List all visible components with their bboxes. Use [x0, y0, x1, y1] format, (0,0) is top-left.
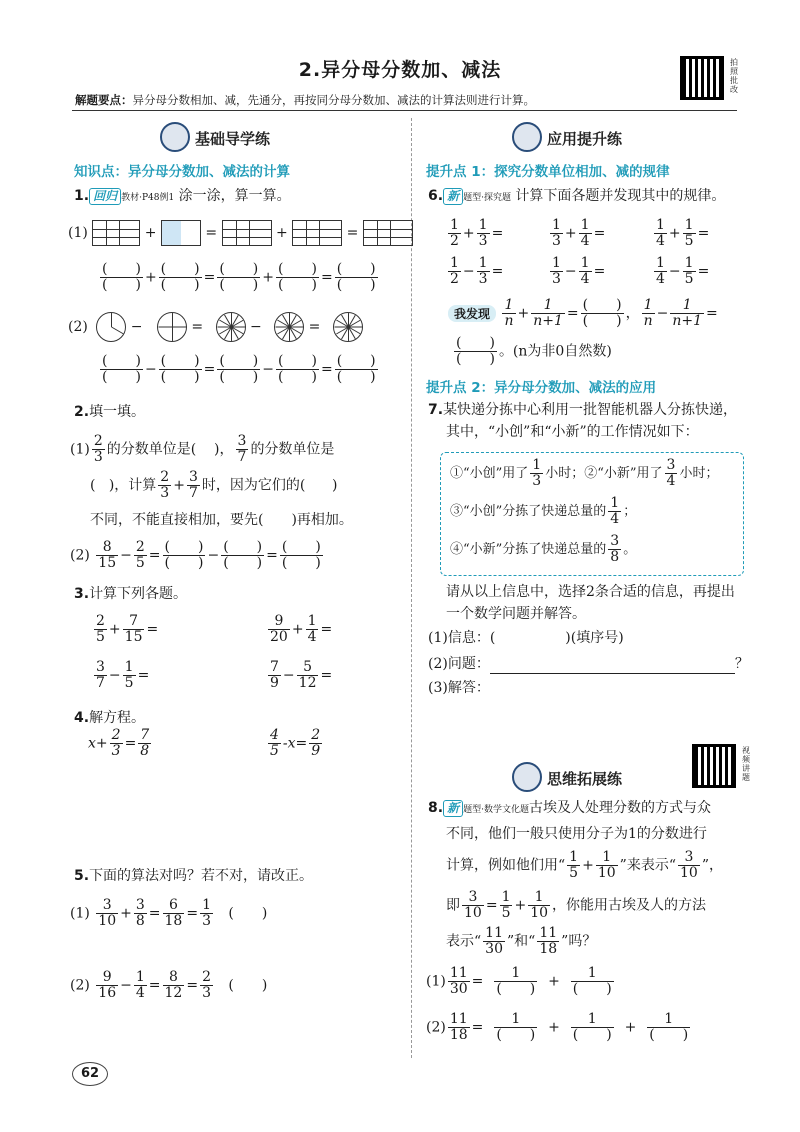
mascot-icon [512, 122, 542, 152]
q2-stem: 2.填一填。 [74, 404, 146, 420]
q6-discover: 我发现 $\frac{1}{n}$ + $\frac{1}{n+1}$ = $\frac{( )}{( )}$ ， $\frac{1}{n}$ − $\frac{1}{n+1}$ = [448, 298, 718, 329]
q1-part1: (1) + = + = [68, 220, 413, 246]
q8-b: (2) $\frac{11}{18}$ = $\frac{1}{( )}$ + $\frac{1}{( )}$ + $\frac{1}{( )}$ [426, 1011, 689, 1043]
q5-b: (2) $\frac{9}{16}$ − $\frac{1}{4}$ = $\frac{8}{12}$ = $\frac{2}{3}$ ( ) [70, 969, 268, 1001]
q2-line3: 不同，不能直接相加，要先( )再相加。 [90, 512, 353, 528]
section-extend: 思维拓展练 [547, 770, 623, 788]
q3-a: $\frac{2}{5}$ + $\frac{7}{15}$ = [96, 613, 159, 645]
q7-line1: 7.某快递分拣中心利用一批智能机器人分拣快递， [428, 402, 738, 418]
knowledge-point: 知识点：异分母分数加、减法的计算 [74, 164, 290, 180]
info-3: ③“小创”分拣了快递总量的 $\frac{1}{4}$ ； [450, 495, 637, 527]
column-divider [411, 118, 412, 1058]
q6-r5: $\frac{1}{3}$ − $\frac{1}{4}$ = [552, 255, 606, 287]
q8-line1: 8. 新 题型·数学文化题古埃及人处理分数的方式与众 [428, 800, 711, 816]
q6-r2: $\frac{1}{3}$ + $\frac{1}{4}$ = [552, 217, 606, 249]
q7-ask1: 请从以上信息中，选择2条合适的信息，再提出 [446, 584, 735, 600]
q8-line2: 不同，他们一般只使用分子为1的分数进行 [446, 826, 707, 842]
mascot-icon [160, 122, 190, 152]
page-title: 2.异分母分数加、减法 [298, 59, 502, 81]
page-number: 62 [72, 1062, 108, 1086]
q8-a: (1) $\frac{11}{30}$ = $\frac{1}{( )}$ + $\frac{1}{( )}$ [426, 965, 612, 997]
point-2: 提升点 2：异分母分数加、减法的应用 [426, 380, 657, 396]
q1-stem: 1. 回归 教材·P48例1 涂一涂，算一算。 [74, 188, 291, 204]
q2-part2: (2) $\frac{8}{15}$ − $\frac{2}{5}$ = $\frac{( )}{( )}$ − $\frac{( )}{( )}$ = $\frac{( )}{( )}$ [70, 539, 321, 571]
q7-answer-info: (1)信息：( )(填序号) [428, 630, 624, 646]
q5-stem: 5.下面的算法对吗？若不对，请改正。 [74, 868, 314, 884]
q7-answer-solve: (3)解答： [428, 680, 490, 696]
qr-label: 视频讲题 [742, 746, 750, 782]
q1-part2: (2) − = − = [68, 312, 363, 342]
q3-stem: 3.计算下列各题。 [74, 586, 188, 602]
qr-label: 拍照批改 [730, 58, 738, 94]
q4-stem: 4.解方程。 [74, 710, 146, 726]
q2-line2: ( )，计算 $\frac{2}{3}$ + $\frac{3}{7}$ 时，因为它们的( ) [90, 469, 338, 501]
point-1: 提升点 1：探究分数单位相加、减的规律 [426, 164, 670, 180]
q3-d: $\frac{7}{9}$ − $\frac{5}{12}$ = [270, 659, 333, 691]
info-4: ④“小新”分拣了快递总量的 $\frac{3}{8}$ 。 [450, 533, 637, 565]
q6-note: $\frac{( )}{( )}$ 。(n为非0自然数) [456, 335, 612, 367]
q3-c: $\frac{3}{7}$ − $\frac{1}{5}$ = [96, 659, 150, 691]
qr-code[interactable] [692, 744, 736, 788]
q8-line4: 即 $\frac{3}{10}$ = $\frac{1}{5}$ + $\frac{1}{10}$ ，你能用古埃及人的方法 [446, 889, 707, 921]
mascot-icon [512, 762, 542, 792]
q2-line1: (1) $\frac{2}{3}$ 的分数单位是( )， $\frac{3}{7}$ 的分数单位是 [70, 433, 335, 465]
info-1: ①“小创”用了 $\frac{1}{3}$ 小时；②“小新”用了 $\frac{3}{4}$ 小时； [450, 457, 719, 489]
q6-stem: 6. 新 题型·探究题 计算下面各题并发现其中的规律。 [428, 188, 726, 204]
q6-r6: $\frac{1}{4}$ − $\frac{1}{5}$ = [656, 255, 710, 287]
section-apply: 应用提升练 [547, 130, 623, 148]
divider [72, 110, 737, 111]
q7-answer-question: (2)问题： ？ [428, 656, 749, 672]
q7-line2: 其中，“小创”和“小新”的工作情况如下： [446, 424, 699, 440]
q1-answers1: $\frac{( )}{( )}$ + $\frac{( )}{( )}$ = $\frac{( )}{( )}$ + $\frac{( )}{( )}$ = $\frac{( )}{( )}$ [102, 261, 376, 293]
q8-line3: 计算，例如他们用“ $\frac{1}{5}$ + $\frac{1}{10}$ ”来表示“ $\frac{3}{10}$ ”， [446, 849, 723, 881]
q8-line5: 表示“ $\frac{11}{30}$ ”和“ $\frac{11}{18}$ ”吗？ [446, 925, 597, 957]
q6-r3: $\frac{1}{4}$ + $\frac{1}{5}$ = [656, 217, 710, 249]
qr-code[interactable] [680, 56, 724, 100]
q6-r4: $\frac{1}{2}$ − $\frac{1}{3}$ = [450, 255, 504, 287]
q4-b: $\frac{4}{5}$ -x= $\frac{2}{9}$ [270, 727, 321, 759]
q5-a: (1) $\frac{3}{10}$ + $\frac{3}{8}$ = $\frac{6}{18}$ = $\frac{1}{3}$ ( ) [70, 897, 268, 929]
q7-ask2: 一个数学问题并解答。 [446, 606, 586, 622]
section-basic: 基础导学练 [195, 130, 271, 148]
q6-r1: $\frac{1}{2}$ + $\frac{1}{3}$ = [450, 217, 504, 249]
q3-b: $\frac{9}{20}$ + $\frac{1}{4}$ = [270, 613, 333, 645]
q4-a: x+ $\frac{2}{3}$ = $\frac{7}{8}$ [88, 727, 150, 759]
q1-answers2: $\frac{( )}{( )}$ − $\frac{( )}{( )}$ = $\frac{( )}{( )}$ − $\frac{( )}{( )}$ = $\frac{( )}{( )}$ [102, 353, 376, 385]
tips: 解题要点：异分母分数相加、减，先通分，再按同分母分数加、减法的计算法则进行计算。 [75, 93, 535, 107]
